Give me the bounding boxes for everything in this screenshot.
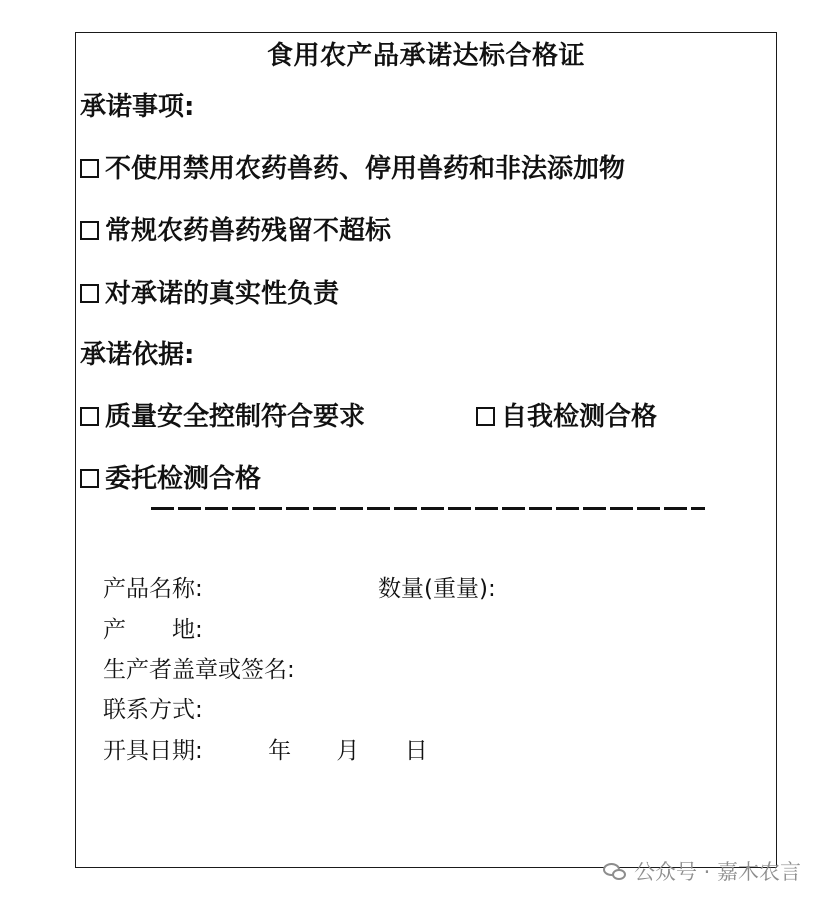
basis-item-self-test <box>476 401 657 433</box>
year-label: 年 <box>268 738 292 764</box>
quantity-label: 数量(重量): <box>378 576 496 602</box>
issue-date-label: 开具日期: <box>103 738 203 764</box>
basis-item-label: 委托检测合格 <box>105 464 262 494</box>
certificate-card <box>75 32 777 868</box>
commitment-item-authenticity <box>80 278 339 310</box>
checkbox-icon[interactable] <box>80 407 99 426</box>
commitment-item-label: 常规农药兽药残留不超标 <box>105 216 392 246</box>
certificate-title: 食用农产品承诺达标合格证 <box>266 41 585 71</box>
checkbox-icon[interactable] <box>80 221 99 240</box>
checkbox-icon[interactable] <box>476 407 495 426</box>
checkbox-icon[interactable] <box>80 159 99 178</box>
commitment-item-residue-limit <box>80 215 391 247</box>
product-name-label: 产品名称: <box>103 576 203 602</box>
commitment-item-no-prohibited-substances <box>80 153 625 185</box>
origin-label: 产 地: <box>103 617 203 643</box>
issue-date-row <box>103 736 428 766</box>
day-label: 日 <box>404 738 428 764</box>
contact-label: 联系方式: <box>103 697 203 723</box>
basis-item-label: 质量安全控制符合要求 <box>105 402 366 432</box>
basis-item-quality-control <box>80 401 365 433</box>
commitment-item-label: 对承诺的真实性负责 <box>105 279 340 309</box>
wechat-watermark <box>603 860 801 884</box>
commitments-heading: 承诺事项: <box>80 92 195 122</box>
producer-signature-label: 生产者盖章或签名: <box>103 657 295 683</box>
checkbox-icon[interactable] <box>80 469 99 488</box>
watermark-text: 公众号 · 嘉木农言 <box>633 860 801 884</box>
commitment-item-label: 不使用禁用农药兽药、停用兽药和非法添加物 <box>105 154 626 184</box>
wechat-icon <box>603 862 627 882</box>
section-divider <box>151 507 705 510</box>
basis-heading: 承诺依据: <box>80 340 195 370</box>
checkbox-icon[interactable] <box>80 284 99 303</box>
basis-item-label: 自我检测合格 <box>501 402 658 432</box>
basis-item-commissioned-test <box>80 463 261 495</box>
month-label: 月 <box>336 738 360 764</box>
